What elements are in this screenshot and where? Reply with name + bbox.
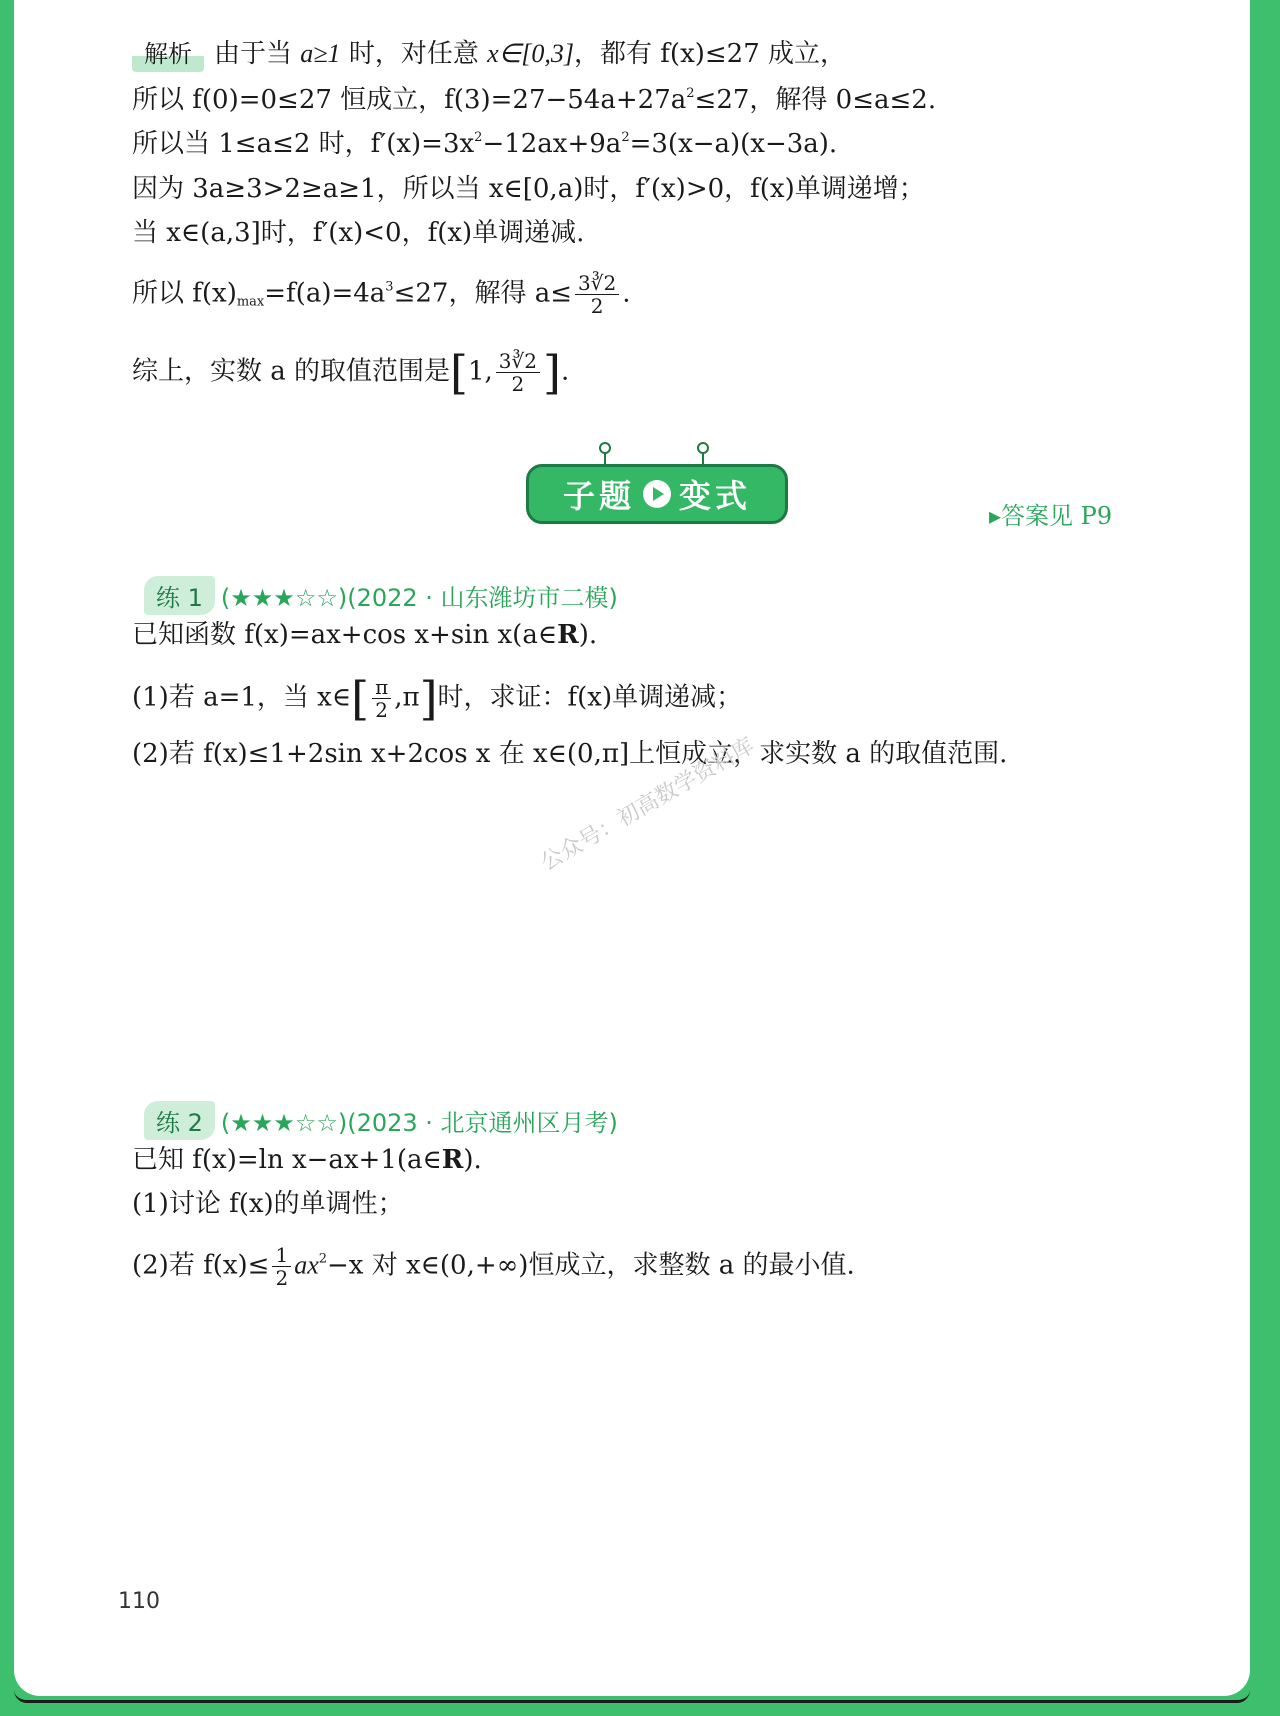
text: 已知 f(x)=ln x−ax+1(a∈ [132, 1145, 442, 1175]
solution-line-4: 因为 3a≥3>2≥a≥1，所以当 x∈[0,a)时，f′(x)>0，f(x)单调递增； [132, 174, 925, 204]
text: ). [463, 1145, 482, 1175]
exercise-tag: 练 1 [144, 576, 215, 615]
text: 由于当 [214, 39, 293, 69]
solution-line-6 [132, 272, 630, 317]
text: =3(x−a)(x−3a). [629, 129, 838, 159]
banner-title-right: 变式 [679, 477, 752, 515]
banner-title-left: 子题 [562, 477, 635, 515]
exercise-2-stem [132, 1142, 482, 1178]
page-curl-edge [14, 1690, 1250, 1703]
bracket: [ [351, 671, 370, 726]
numerator: 1 [272, 1244, 291, 1267]
exercise-source: (2023 · 北京通州区月考) [347, 1109, 618, 1137]
exercise-2-header [144, 1101, 618, 1140]
superscript: 2 [318, 1251, 328, 1267]
difficulty-stars: (★★★☆☆) [220, 1109, 348, 1137]
superscript: 2 [474, 130, 483, 145]
numerator: 3∛2 [575, 272, 619, 295]
page [14, 0, 1250, 1696]
text: (1)若 a=1，当 x∈ [132, 682, 352, 713]
fraction [496, 350, 540, 395]
solution-line-1 [132, 36, 846, 72]
denominator: 2 [275, 1266, 289, 1290]
subscript: max [236, 294, 265, 310]
bracket: [ [450, 345, 468, 400]
text: 时，对任意 [348, 39, 479, 69]
text: −12ax+9a [482, 129, 622, 159]
text: (2)若 f(x)≤ [132, 1250, 270, 1281]
watermark: 公众号：初高数学资料库 [536, 733, 759, 877]
fraction [575, 272, 619, 317]
text: ≤27，解得 0≤a≤2. [694, 85, 937, 115]
superscript: 3 [385, 279, 394, 295]
answer-reference: ▸答案见 P9 [989, 502, 1113, 530]
math: a≥1 [300, 39, 341, 68]
bold-R: R [441, 1145, 464, 1175]
solution-label: 解析 [132, 36, 204, 72]
superscript: 2 [621, 130, 630, 145]
math: x∈[0,3] [487, 39, 575, 68]
section-banner [526, 448, 790, 534]
solution-line-3 [132, 126, 837, 162]
text: . [622, 278, 631, 309]
text: 所以当 1≤a≤2 时，f′(x)=3x [132, 129, 475, 159]
superscript: 2 [686, 86, 695, 101]
text: ). [578, 620, 598, 650]
text: ，都有 f(x)≤27 成立， [574, 39, 847, 69]
numerator: π [372, 676, 391, 699]
fraction [272, 1244, 291, 1289]
page-number: 110 [118, 1589, 160, 1614]
denominator: 2 [590, 294, 604, 318]
denominator: 2 [511, 372, 525, 396]
denominator: 2 [375, 698, 388, 722]
solution-line-5: 当 x∈(a,3]时，f′(x)<0，f(x)单调递减. [132, 218, 585, 248]
text: . [560, 356, 570, 387]
exercise-2-part-1: (1)讨论 f(x)的单调性； [132, 1189, 404, 1219]
exercise-1-part-2: (2)若 f(x)≤1+2sin x+2cos x 在 x∈(0,π]上恒成立，求实数 a 的取值范围. [132, 739, 1008, 769]
play-icon [643, 480, 671, 508]
difficulty-stars: (★★★☆☆) [220, 584, 348, 612]
text: 所以 f(x) [132, 278, 237, 309]
exercise-tag: 练 2 [144, 1101, 215, 1140]
exercise-1-part-1 [132, 671, 743, 726]
bracket: ] [419, 671, 438, 726]
exercise-source: (2022 · 山东潍坊市二模) [347, 584, 618, 612]
math: ax [294, 1250, 319, 1280]
banner-title [526, 464, 788, 524]
text: −x 对 x∈(0,+∞)恒成立，求整数 a 的最小值. [327, 1250, 855, 1281]
text: 1, [467, 356, 493, 387]
fraction [372, 676, 391, 721]
solution-line-7 [132, 345, 570, 400]
text: =f(a)=4a [264, 278, 386, 309]
exercise-1-header [144, 576, 618, 615]
numerator: 3∛2 [496, 350, 540, 373]
text: 时，求证：f(x)单调递减； [437, 682, 743, 713]
exercise-2-part-2 [132, 1244, 855, 1289]
text: ≤27，解得 a≤ [393, 278, 572, 309]
text: 所以 f(0)=0≤27 恒成立，f(3)=27−54a+27a [132, 85, 687, 115]
bracket: ] [543, 345, 561, 400]
exercise-1-stem [132, 617, 597, 653]
text: 已知函数 f(x)=ax+cos x+sin x(a∈ [132, 620, 558, 650]
text: 综上，实数 a 的取值范围是 [132, 356, 451, 387]
text: ,π [394, 682, 420, 713]
solution-line-2 [132, 82, 936, 118]
bold-R: R [557, 620, 579, 650]
